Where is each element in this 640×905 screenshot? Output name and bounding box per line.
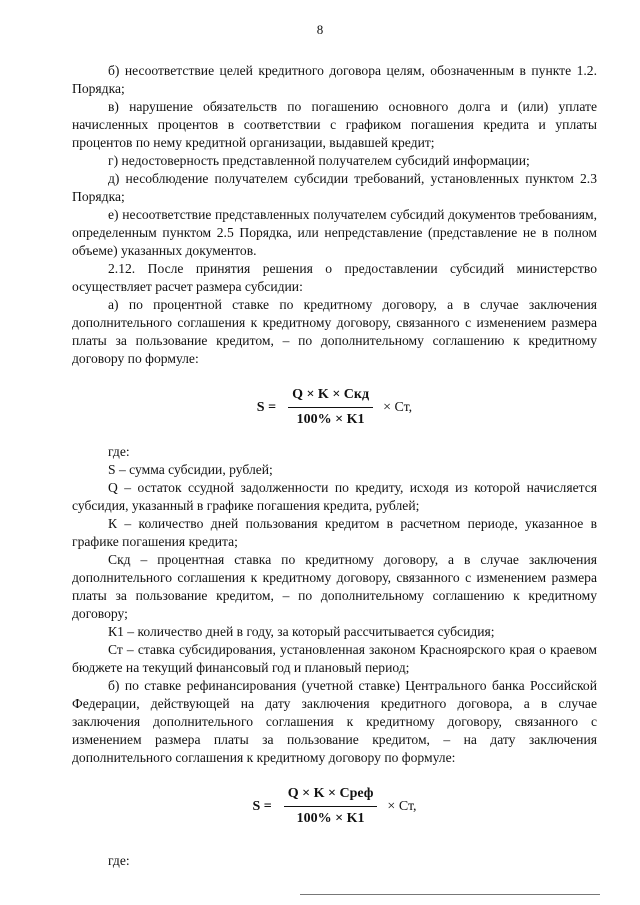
formula-2-fraction: [284, 785, 378, 828]
last-where: где:: [108, 853, 130, 868]
document-body: [72, 62, 597, 870]
paragraph-g: г) недостоверность представленной получателем субсидий информации;: [108, 153, 530, 168]
page-number: 8: [316, 22, 324, 37]
definition-skd: Скд – процентная ставка по кредитному договору, а в случае заключения дополнительного соглашения к кредитному договору, связанного с изменением размера платы за пользование кредитом, – по дополнительному соглашению к кредитному договору;: [72, 552, 597, 621]
paragraph-b: б) несоответствие целей кредитного договора целям, обозначенным в пункте 1.2. Порядка;: [72, 63, 597, 96]
formula-1-lhs: S =: [256, 399, 277, 415]
formula-2-lhs: S =: [252, 798, 272, 814]
formula-1: [72, 386, 597, 429]
definition-k1: К1 – количество дней в году, за который рассчитывается субсидия;: [108, 624, 495, 639]
paragraph-2-12: 2.12. После принятия решения о предоставлении субсидий министерство осуществляет расчет размера субсидии:: [72, 261, 597, 294]
formula-1-tail: × Ст,: [383, 399, 413, 415]
formula-1-numerator: Q × K × Скд: [288, 386, 373, 408]
paragraph-v: в) нарушение обязательств по погашению основного долга и (или) уплате начисленных процентов в соответствии с графиком погашения кредита и уплаты процентов по нему кредитной организации, выдавшей кредит;: [72, 99, 597, 150]
formula-2: [72, 785, 597, 828]
page-bottom-line: [300, 894, 600, 895]
definition-k: К – количество дней пользования кредитом в расчетном периоде, указанное в графике погашения кредита;: [72, 516, 597, 549]
definitions-heading: где:: [108, 444, 130, 459]
definition-st: Ст – ставка субсидирования, установленная законом Красноярского края о краевом бюджете на текущий финансовый год и плановый период;: [72, 642, 597, 675]
formula-1-denominator: 100% × K1: [296, 412, 365, 427]
formula-2-tail: × Ст,: [387, 798, 417, 814]
formula-1-fraction: [288, 386, 373, 429]
paragraph-a: а) по процентной ставке по кредитному договору, а в случае заключения дополнительного соглашения к кредитному договору, связанного с изменением размера платы за пользование кредитом, – по дополнительному соглашению к кредитному договору по формуле:: [72, 297, 597, 366]
definition-q: Q – остаток ссудной задолженности по кредиту, исходя из которой начисляется субсидия, указанный в графике погашения кредита, рублей;: [72, 480, 597, 513]
paragraph-e: е) несоответствие представленных получателем субсидий документов требованиям, определенным пунктом 2.5 Порядка, или непредставление (представление не в полном объеме) указанных документов.: [72, 207, 597, 258]
definition-s: S – сумма субсидии, рублей;: [108, 462, 273, 477]
paragraph-b-refinancing: б) по ставке рефинансирования (учетной ставке) Центрального банка Российской Федерации, действующей на дату заключения кредитного договора, а в случае заключения дополнительного соглашения к кредитному договору, связанного с изменением размера платы за пользование кредитом, – на дату заключения дополнительного соглашения к кредитному договору по формуле:: [72, 678, 597, 765]
formula-2-denominator: 100% × K1: [296, 811, 365, 826]
paragraph-d: д) несоблюдение получателем субсидии требований, установленных пунктом 2.3 Порядка;: [72, 171, 597, 204]
formula-2-numerator: Q × K × Среф: [284, 785, 378, 807]
